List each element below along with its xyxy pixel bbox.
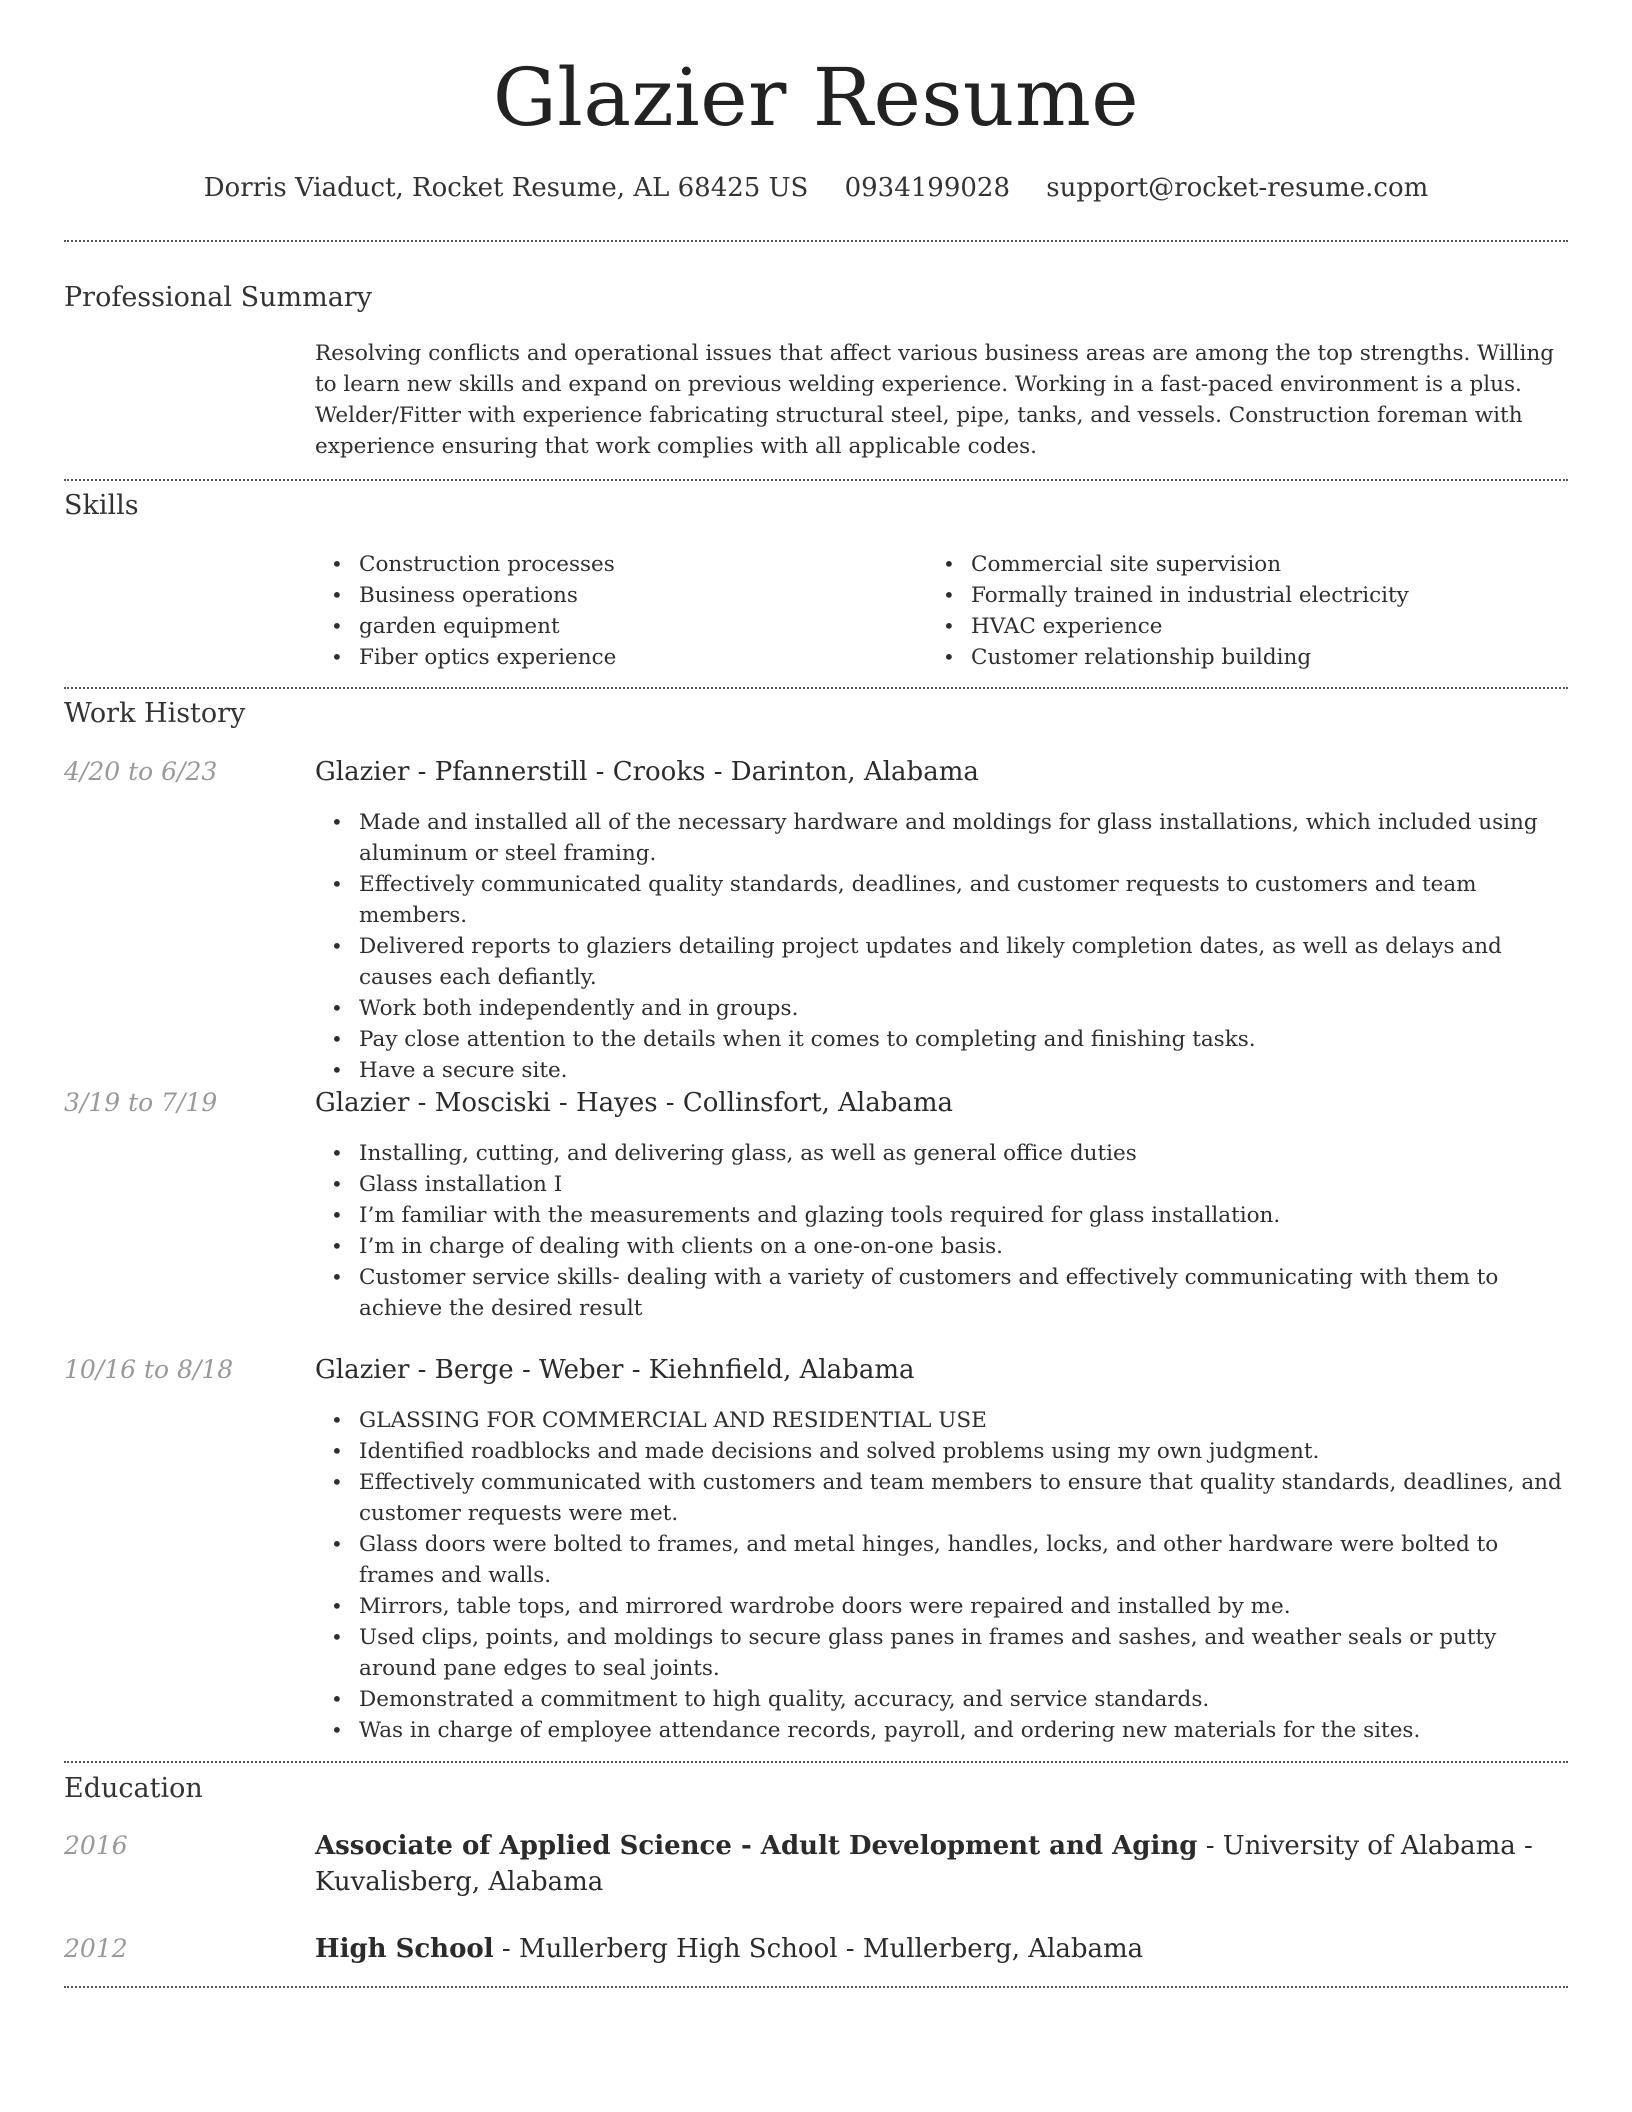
education-school: - University of Alabama - Kuvalisberg, Alabama [315,1831,1533,1897]
contact-phone: 0934199028 [844,173,1011,203]
divider [64,687,1568,689]
job-title: Glazier - Pfannerstill - Crooks - Darinton, Alabama [315,757,979,787]
skill-item: • HVAC experience [927,611,1527,642]
skill-item: • Construction processes [315,549,915,580]
job-bullet: • I’m familiar with the measurements and glazing tools required for glass installation. [315,1200,1568,1231]
skill-item: • Commercial site supervision [927,549,1527,580]
job-bullet: • Made and installed all of the necessary hardware and moldings for glass installations, which included using aluminum or steel framing. [315,807,1568,869]
education-entry [315,1828,1568,1900]
job-dates: 4/20 to 6/23 [64,757,218,786]
education-degree: Associate of Applied Science - Adult Development and Aging [315,1831,1198,1861]
skill-item: • Customer relationship building [927,642,1527,673]
job-bullets [315,1138,1568,1324]
job-bullet: • Effectively communicated quality standards, deadlines, and customer requests to customers and team members. [315,869,1568,931]
job-bullet: • Was in charge of employee attendance records, payroll, and ordering new materials for the sites. [315,1715,1568,1746]
job-bullets [315,1405,1568,1746]
contact-email: support@rocket-resume.com [1046,173,1429,203]
education-school: - Mullerberg High School - Mullerberg, Alabama [493,1934,1144,1964]
job-bullet: • Effectively communicated with customers and team members to ensure that quality standards, deadlines, and customer requests were met. [315,1467,1568,1529]
skill-item: • garden equipment [315,611,915,642]
skills-list-right [927,549,1527,673]
contact-line [64,173,1568,203]
education-year: 2012 [64,1934,128,1963]
job-bullet: • Have a secure site. [315,1055,1568,1086]
job-title: Glazier - Berge - Weber - Kiehnfield, Alabama [315,1355,915,1385]
education-year: 2016 [64,1831,128,1860]
job-bullet: • Work both independently and in groups. [315,993,1568,1024]
job-bullet: • Glass doors were bolted to frames, and metal hinges, handles, locks, and other hardware were bolted to frames and walls. [315,1529,1568,1591]
job-dates: 10/16 to 8/18 [64,1355,234,1384]
job-bullet: • Delivered reports to glaziers detailing project updates and likely completion dates, as well as delays and causes each defiantly. [315,931,1568,993]
divider [64,240,1568,242]
divider [64,479,1568,481]
skill-item: • Fiber optics experience [315,642,915,673]
skill-item: • Formally trained in industrial electricity [927,580,1527,611]
divider [64,1986,1568,1988]
job-bullet: • Customer service skills- dealing with a variety of customers and effectively communicating with them to achieve the desired result [315,1262,1568,1324]
job-bullet: • Used clips, points, and moldings to secure glass panes in frames and sashes, and weather seals or putty around pane edges to seal joints. [315,1622,1568,1684]
education-degree: High School [315,1934,494,1964]
contact-address: Dorris Viaduct, Rocket Resume, AL 68425 US [203,173,809,203]
section-title-skills: Skills [64,490,139,521]
resume-title: Glazier Resume [492,51,1140,144]
skill-item: • Business operations [315,580,915,611]
job-bullet: • Demonstrated a commitment to high quality, accuracy, and service standards. [315,1684,1568,1715]
job-bullet: • Identified roadblocks and made decisions and solved problems using my own judgment. [315,1436,1568,1467]
job-bullet: • Pay close attention to the details when it comes to completing and finishing tasks. [315,1024,1568,1055]
section-title-education: Education [64,1773,203,1804]
job-title: Glazier - Mosciski - Hayes - Collinsfort, Alabama [315,1088,954,1118]
job-bullet: • Mirrors, table tops, and mirrored wardrobe doors were repaired and installed by me. [315,1591,1568,1622]
job-bullets [315,807,1568,1086]
job-bullet: • Installing, cutting, and delivering glass, as well as general office duties [315,1138,1568,1169]
section-title-work-history: Work History [64,698,246,729]
job-bullet: • I’m in charge of dealing with clients on a one-on-one basis. [315,1231,1568,1262]
job-bullet: • Glass installation I [315,1169,1568,1200]
skills-list-left [315,549,915,673]
education-entry [315,1931,1568,1967]
resume-page [64,0,1568,2112]
summary-text: Resolving conflicts and operational issues that affect various business areas are among the top strengths. Willing to learn new skills and expand on previous welding experience. Working in a fast-paced environment is a plus. Welder/Fitter with experience fabricating structural steel, pipe, tanks, and vessels. Construction foreman with experience ensuring that work complies with all applicable codes. [315,341,1555,459]
divider [64,1761,1568,1763]
job-bullet: • GLASSING FOR COMMERCIAL AND RESIDENTIAL USE [315,1405,1568,1436]
section-title-summary: Professional Summary [64,282,372,313]
job-dates: 3/19 to 7/19 [64,1088,218,1117]
